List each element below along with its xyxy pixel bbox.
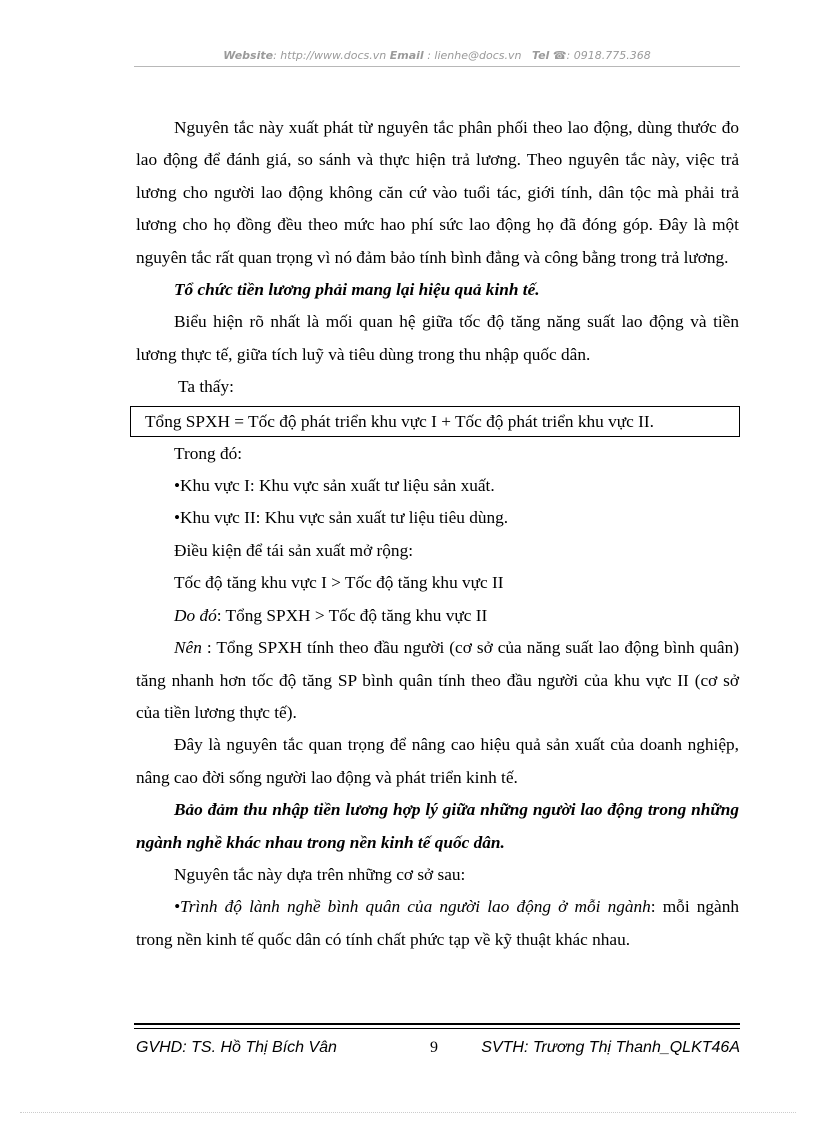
skill-level-text: : mỗi ngành trong nền kinh tế quốc dân có tính chất phức tạp về kỹ thuật khác nhau. xyxy=(136,897,740,949)
nen-text: : Tổng SPXH tính theo đầu người (cơ sở của năng suất lao động bình quân) tăng nhanh hơn tốc độ tăng SP bình quân tính theo đầu người của khu vực II (cơ sở của tiền lương thực tế). xyxy=(136,638,739,722)
page-number: 9 xyxy=(430,1039,438,1056)
bullet-2: •Khu vực II: Khu vực sản xuất tư liệu tiêu dùng. xyxy=(174,508,509,528)
student-name: SVTH: Trương Thị Thanh_QLKT46A xyxy=(481,1039,740,1056)
tel-value: ☎: 0918.775.368 xyxy=(552,49,651,62)
paragraph-4: Trong đó: xyxy=(174,443,243,463)
skill-level-label: •Trình độ lành nghề bình quân của người lao động ở mỗi ngành xyxy=(174,897,651,917)
paragraph-11 xyxy=(136,891,739,956)
paragraph-2: Biểu hiện rõ nhất là mối quan hệ giữa tốc độ tăng năng suất lao động và tiền lương thực tế, giữa tích luỹ và tiêu dùng trong thu nhập quốc dân. xyxy=(136,312,739,364)
paragraph-8 xyxy=(136,632,739,729)
website-label: Website xyxy=(223,49,274,62)
do-do-text: : Tổng SPXH > Tốc độ tăng khu vực II xyxy=(216,605,488,625)
paragraph-9: Đây là nguyên tắc quan trọng để nâng cao hiệu quả sản xuất của doanh nghiệp, nâng cao đời sống người lao động và phát triển kinh tế. xyxy=(136,735,739,787)
formula-box: Tổng SPXH = Tốc độ phát triển khu vực I + Tốc độ phát triển khu vực II. xyxy=(130,406,740,437)
heading-economic-efficiency: Tổ chức tiền lương phải mang lại hiệu quả kinh tế. xyxy=(174,280,540,300)
instructor-name: GVHD: TS. Hồ Thị Bích Vân xyxy=(136,1039,337,1056)
nen-label: Nên xyxy=(174,638,202,658)
paragraph-6: Tốc độ tăng khu vực I > Tốc độ tăng khu vực II xyxy=(174,573,504,593)
paragraph-5: Điều kiện để tái sản xuất mở rộng: xyxy=(174,540,414,560)
website-value: : http://www.docs.vn xyxy=(273,49,387,62)
page-header xyxy=(134,48,740,64)
footer-divider-thin xyxy=(134,1028,740,1029)
heading-fair-income: Bảo đảm thu nhập tiền lương hợp lý giữa những người lao động trong những ngành nghề khác nhau trong nền kinh tế quốc dân. xyxy=(136,800,739,852)
do-do-label: Do đó xyxy=(174,605,217,625)
email-value: : lienhe@docs.vn xyxy=(423,49,522,62)
paragraph-10: Nguyên tắc này dựa trên những cơ sở sau: xyxy=(174,864,466,884)
paragraph-7 xyxy=(136,600,739,632)
header-divider xyxy=(134,66,740,67)
paragraph-1: Nguyên tắc này xuất phát từ nguyên tắc phân phối theo lao động, dùng thước đo lao động để đánh giá, so sánh và thực hiện trả lương. Theo nguyên tắc này, việc trả lương cho người lao động không căn cứ vào tuổi tác, giới tính, dân tộc mà phải trả lương cho họ đồng đều theo mức hao phí sức lao động họ đã đóng góp. Đây là một nguyên tắc rất quan trọng vì nó đảm bảo tính bình đẳng và công bằng trong trả lương. xyxy=(136,118,739,267)
bottom-dotted-line xyxy=(20,1112,796,1113)
document-body xyxy=(136,112,739,956)
tel-label: Tel xyxy=(531,49,550,62)
email-label: Email xyxy=(389,49,424,62)
paragraph-3: Ta thấy: xyxy=(178,377,234,397)
footer-divider-thick xyxy=(134,1023,740,1025)
bullet-1: •Khu vực I: Khu vực sản xuất tư liệu sản xuất. xyxy=(174,476,495,496)
